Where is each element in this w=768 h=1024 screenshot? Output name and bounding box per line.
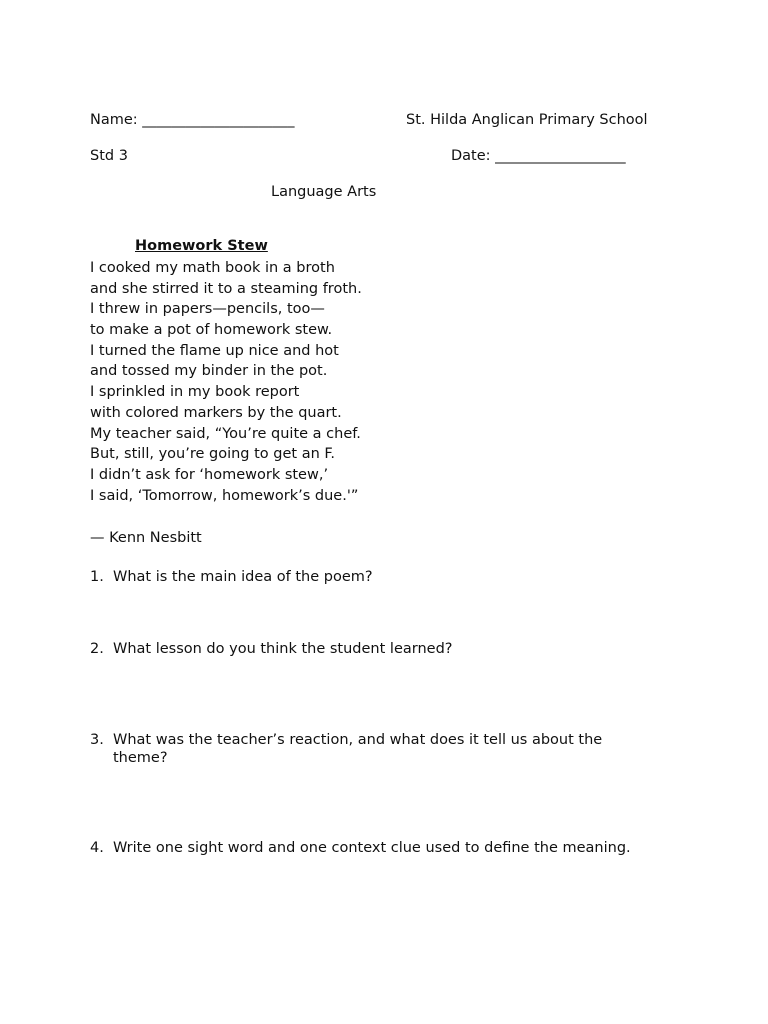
question-number: 3. (90, 732, 104, 748)
subject-heading: Language Arts (271, 184, 377, 200)
poem-line: But, still, you’re going to get an F. (90, 446, 336, 463)
poem-author: — Kenn Nesbitt (90, 530, 202, 546)
question-number: 4. (90, 840, 104, 856)
question-4 (90, 839, 690, 857)
grade-level: Std 3 (90, 148, 128, 164)
poem-line: I sprinkled in my book report (90, 384, 300, 401)
poem-line: I cooked my math book in a broth (90, 260, 335, 276)
question-text: What is the main idea of the poem? (113, 569, 373, 585)
poem-line: and tossed my binder in the pot. (90, 363, 328, 380)
poem-line: to make a pot of homework stew. (90, 322, 333, 339)
poem-line: I threw in papers—pencils, too— (90, 301, 325, 318)
name-field-label: Name: _____________________ (90, 112, 295, 128)
question-number: 1. (90, 569, 104, 585)
poem-line: with colored markers by the quart. (90, 404, 342, 421)
question-text: What lesson do you think the student learned? (113, 641, 453, 657)
poem-line: I said, ‘Tomorrow, homework’s due.'” (90, 487, 359, 504)
poem-title: Homework Stew (135, 238, 268, 254)
question-3 (90, 731, 650, 767)
poem-line: My teacher said, “You’re quite a chef. (90, 425, 361, 442)
poem-body (90, 258, 362, 506)
school-name: St. Hilda Anglican Primary School (406, 112, 648, 128)
question-text: Write one sight word and one context clue used to define the meaning. (113, 840, 631, 856)
poem-line: I didn’t ask for ‘homework stew,’ (90, 466, 329, 483)
poem-line: I turned the flame up nice and hot (90, 342, 339, 359)
question-1 (90, 568, 670, 586)
poem-line: and she stirred it to a steaming froth. (90, 280, 362, 297)
question-number: 2. (90, 641, 104, 657)
question-text: What was the teacher’s reaction, and what does it tell us about the theme? (113, 732, 603, 766)
date-field-label: Date: __________________ (451, 148, 626, 164)
question-2 (90, 640, 670, 658)
